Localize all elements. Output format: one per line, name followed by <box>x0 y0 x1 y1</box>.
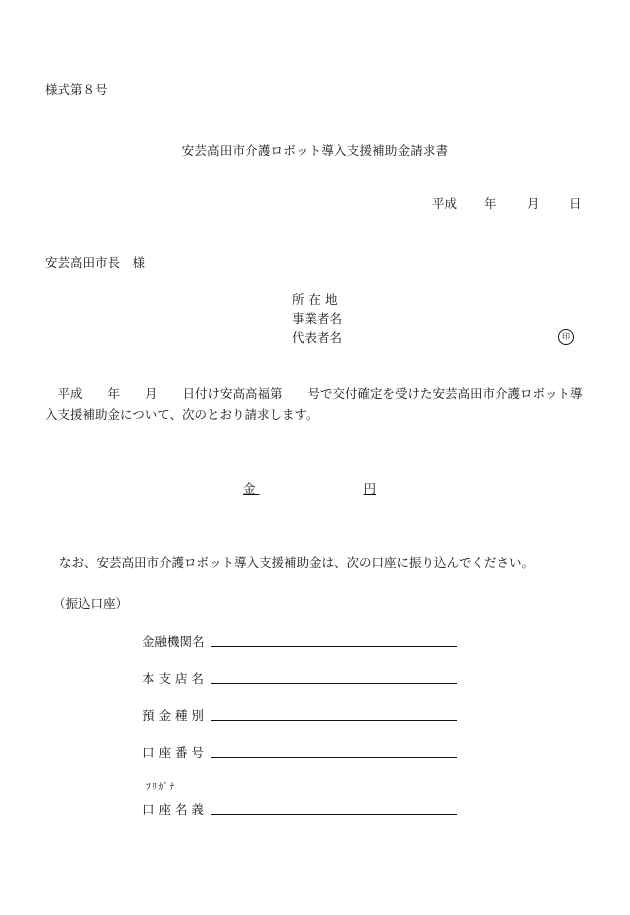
date-line <box>432 196 582 212</box>
applicant-block <box>292 290 342 347</box>
account-number-line <box>211 757 457 758</box>
date-month: 月 <box>527 196 540 211</box>
seal-icon: 印 <box>558 329 574 345</box>
bank-institution-label: 金融機関名 <box>142 634 205 649</box>
transfer-account-label: （振込口座） <box>53 596 129 611</box>
deposit-type-field <box>142 706 210 724</box>
amount-prefix: 金 <box>243 481 256 496</box>
account-number-label: 口 座 番 号 <box>142 745 204 760</box>
recipient: 安芸高田市長 様 <box>45 255 146 270</box>
representative-label: 代表者名 <box>292 330 343 345</box>
address-label: 所 在 地 <box>292 292 338 307</box>
amount-blank <box>256 481 364 497</box>
transfer-note: なお、安芸高田市介護ロボット導入支援補助金は、次の口座に振り込んでください。 <box>59 555 535 570</box>
branch-label: 本 支 店 名 <box>142 671 204 686</box>
document-title: 安芸高田市介護ロボット導入支援補助金請求書 <box>181 143 449 158</box>
date-era: 平成 <box>432 196 458 211</box>
bank-institution-line <box>211 646 457 647</box>
amount-suffix: 円 <box>363 481 377 496</box>
account-holder-label: 口 座 名 義 <box>142 802 204 817</box>
date-year: 年 <box>484 196 497 211</box>
deposit-type-line <box>211 720 457 721</box>
form-number: 様式第８号 <box>45 82 108 97</box>
furigana-label: ﾌﾘｶﾞﾅ <box>146 782 176 793</box>
amount-line <box>243 481 376 497</box>
account-holder-line <box>211 814 457 815</box>
body-paragraph: 平成 年 月 日付け安高高福第 号で交付確定を受けた安芸高田市介護ロボット導入支援補助金について、次のとおり請求します。 <box>45 386 583 422</box>
branch-line <box>211 683 457 684</box>
branch-field <box>142 669 210 687</box>
account-number-field <box>142 743 210 761</box>
date-day: 日 <box>569 196 582 211</box>
account-holder-field <box>142 800 210 818</box>
deposit-type-label: 預 金 種 別 <box>142 708 204 723</box>
bank-institution-field <box>142 632 210 650</box>
business-name-label: 事業者名 <box>292 311 343 326</box>
